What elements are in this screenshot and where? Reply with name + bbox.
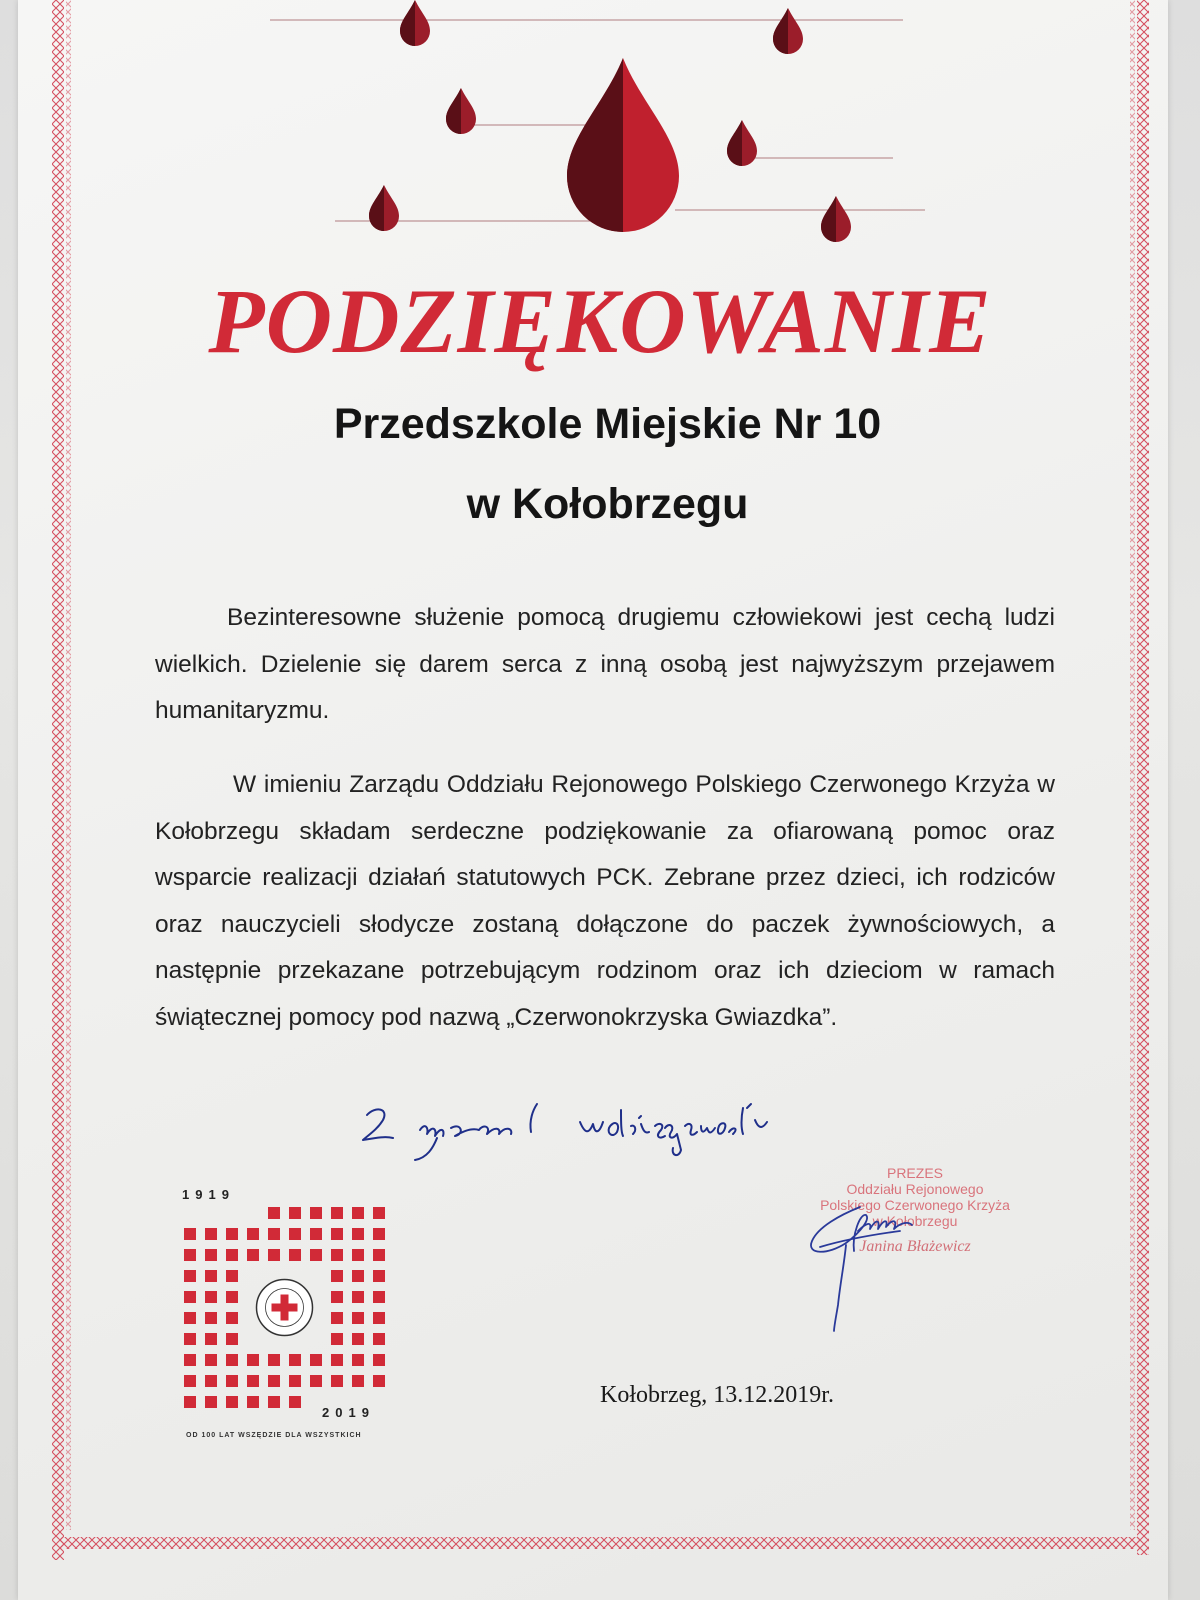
- drop-small-2: [773, 8, 803, 54]
- logo-square: [310, 1375, 322, 1387]
- logo-square: [352, 1228, 364, 1240]
- logo-square: [352, 1375, 364, 1387]
- logo-square: [331, 1228, 343, 1240]
- logo-square: [205, 1375, 217, 1387]
- logo-square: [373, 1207, 385, 1219]
- logo-square: [289, 1228, 301, 1240]
- red-cross-emblem: [257, 1280, 313, 1336]
- stamp-role: PREZES: [886, 1165, 943, 1181]
- logo-square: [331, 1291, 343, 1303]
- logo-square: [310, 1354, 322, 1366]
- logo-square: [247, 1375, 259, 1387]
- logo-square: [373, 1312, 385, 1324]
- drop-small-4: [727, 120, 757, 166]
- logo-square: [373, 1354, 385, 1366]
- logo-square: [373, 1291, 385, 1303]
- paragraph-thanks: W imieniu Zarządu Oddziału Rejonowego Polskiego Czerwonego Krzyża w Kołobrzegu składam serdeczne podziękowanie za ofiarowaną pomoc oraz wsparcie realizacji działań statutowych PCK. Zebrane przez dzieci, ich rodziców oraz nauczycieli słodycze zostaną dołączone do paczek żywnościowych, a następnie przekazane potrzebującym rodzinom oraz ich dzieciom w ramach świątecznej pomocy pod nazwą „Czerwonokrzyska Gwiazdka”.: [155, 771, 1055, 1031]
- logo-square: [331, 1270, 343, 1282]
- signature: [800, 1205, 960, 1335]
- stamp-line-3: w Kołobrzegu: [872, 1213, 958, 1229]
- logo-square: [331, 1312, 343, 1324]
- logo-square: [184, 1249, 196, 1261]
- logo-square: [289, 1207, 301, 1219]
- logo-square: [184, 1333, 196, 1345]
- recipient-location: w Kołobrzegu: [466, 480, 749, 528]
- logo-square: [352, 1333, 364, 1345]
- logo-square: [331, 1354, 343, 1366]
- logo-square: [205, 1396, 217, 1408]
- logo-square: [268, 1228, 280, 1240]
- logo-square: [226, 1375, 238, 1387]
- logo-square: [184, 1270, 196, 1282]
- logo-square: [226, 1396, 238, 1408]
- logo-square: [373, 1270, 385, 1282]
- logo-square: [226, 1228, 238, 1240]
- logo-square: [352, 1207, 364, 1219]
- logo-square: [226, 1270, 238, 1282]
- logo-square: [205, 1270, 217, 1282]
- recipient-name: Przedszkole Miejskie Nr 10: [333, 400, 882, 448]
- logo-square: [226, 1333, 238, 1345]
- stamp-line-2: Polskiego Czerwonego Krzyża: [820, 1197, 1010, 1213]
- logo-square: [247, 1354, 259, 1366]
- blood-drops-illustration: [0, 0, 1200, 260]
- logo-square: [268, 1207, 280, 1219]
- logo-square: [184, 1312, 196, 1324]
- logo-square: [184, 1354, 196, 1366]
- handwritten-note: [355, 1100, 815, 1190]
- logo-square: [352, 1354, 364, 1366]
- drop-small-1: [400, 0, 430, 46]
- logo-square: [352, 1249, 364, 1261]
- logo-square: [205, 1291, 217, 1303]
- logo-square: [373, 1228, 385, 1240]
- logo-square: [184, 1396, 196, 1408]
- logo-square: [247, 1249, 259, 1261]
- drop-small-3: [446, 88, 476, 134]
- logo-square: [268, 1375, 280, 1387]
- logo-square: [352, 1270, 364, 1282]
- drop-large: [567, 58, 679, 232]
- logo-square: [331, 1249, 343, 1261]
- logo-square: [205, 1354, 217, 1366]
- logo-square: [226, 1312, 238, 1324]
- logo-tagline: OD 100 LAT WSZĘDZIE DLA WSZYSTKICH: [186, 1432, 362, 1439]
- place-and-date: Kołobrzeg, 13.12.2019r.: [600, 1382, 834, 1408]
- logo-square: [184, 1291, 196, 1303]
- logo-square: [226, 1354, 238, 1366]
- logo-square: [205, 1249, 217, 1261]
- logo-square: [310, 1207, 322, 1219]
- logo-square: [247, 1228, 259, 1240]
- logo-square: [331, 1207, 343, 1219]
- logo-square: [289, 1396, 301, 1408]
- logo-square: [205, 1312, 217, 1324]
- logo-square: [247, 1396, 259, 1408]
- logo-square: [268, 1354, 280, 1366]
- pck-anniversary-logo: [182, 1187, 394, 1422]
- certificate-title: PODZIĘKOWANIE: [208, 270, 992, 372]
- logo-square: [289, 1375, 301, 1387]
- logo-year-end: 2019: [322, 1405, 375, 1420]
- logo-square: [373, 1333, 385, 1345]
- logo-square: [310, 1228, 322, 1240]
- logo-square: [331, 1333, 343, 1345]
- logo-square: [226, 1249, 238, 1261]
- logo-square: [268, 1396, 280, 1408]
- logo-grid: [184, 1207, 394, 1417]
- logo-square: [331, 1375, 343, 1387]
- logo-square: [289, 1249, 301, 1261]
- logo-square: [226, 1291, 238, 1303]
- stamp-name: Janina Błażewicz: [859, 1238, 971, 1255]
- drop-small-6: [821, 196, 851, 242]
- logo-square: [289, 1354, 301, 1366]
- stamp-line-1: Oddziału Rejonowego: [846, 1181, 984, 1197]
- logo-square: [352, 1312, 364, 1324]
- logo-square: [184, 1375, 196, 1387]
- logo-square: [268, 1249, 280, 1261]
- logo-square: [205, 1333, 217, 1345]
- logo-square: [373, 1375, 385, 1387]
- drop-small-5: [369, 185, 399, 231]
- logo-square: [373, 1249, 385, 1261]
- logo-square: [352, 1291, 364, 1303]
- logo-year-start: 1919: [182, 1187, 235, 1202]
- logo-square: [310, 1249, 322, 1261]
- logo-square: [184, 1228, 196, 1240]
- paragraph-intro: Bezinteresowne służenie pomocą drugiemu człowiekowi jest cechą ludzi wielkich. Dzielenie się darem serca z inną osobą jest najwyższym przejawem humanitaryzmu.: [155, 604, 1055, 724]
- logo-square: [205, 1228, 217, 1240]
